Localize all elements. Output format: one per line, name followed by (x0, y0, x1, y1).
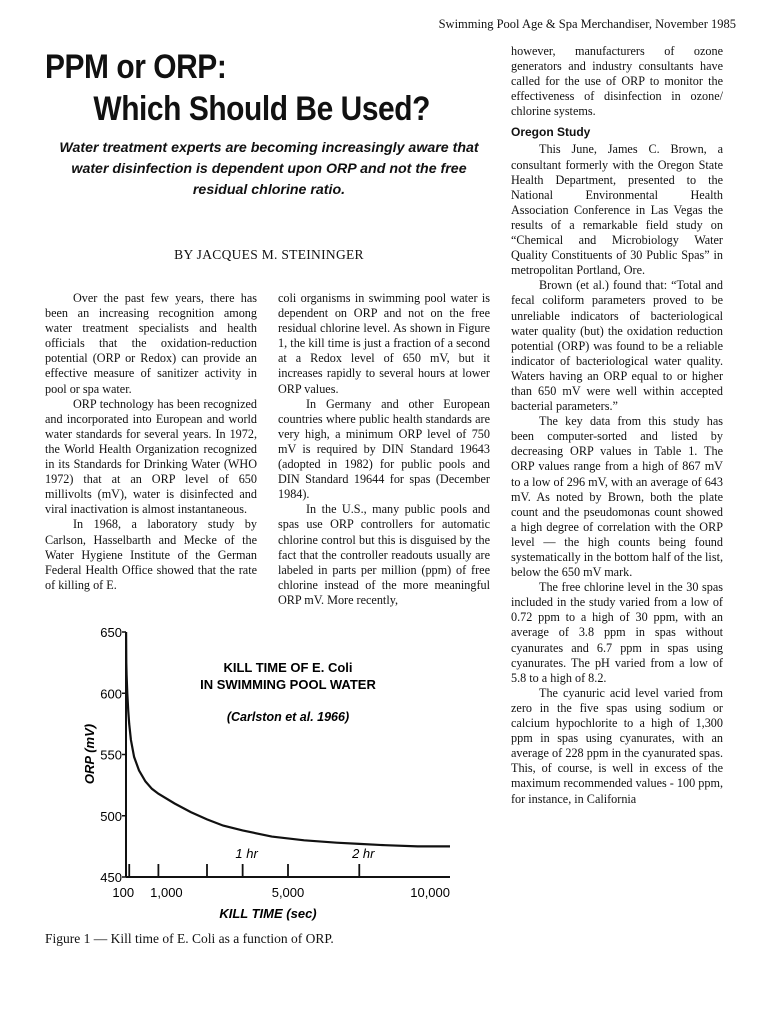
article-title (45, 46, 430, 130)
y-axis-label: ORP (mV) (82, 723, 97, 785)
y-tick-label: 550 (100, 747, 122, 763)
y-tick-label: 600 (100, 686, 122, 702)
x-tick-label: 5,000 (271, 885, 305, 900)
x-tick-label: 1,000 (150, 885, 183, 900)
x-tick-label: 10,000 (410, 885, 450, 900)
y-tick-label: 450 (100, 870, 122, 885)
byline: BY JACQUES M. STEININGER (174, 247, 364, 262)
paragraph: however, manufacturers of ozone generators and industry consultants have called for the use of ORP to monitor the effectiveness of disinfection in ozone/ chlorine systems. (511, 44, 723, 119)
chart-subtitle: IN SWIMMING POOL WATER (200, 677, 376, 692)
x-tick-label: 100 (112, 885, 135, 900)
publication-header: Swimming Pool Age & Spa Merchandiser, November 1985 (438, 17, 736, 31)
chart-annotation: (Carlston et al. 1966) (226, 710, 350, 724)
article-deck: Water treatment experts are becoming increasingly aware that water disinfection is dependent upon ORP and not the free residual chlorine ratio. (59, 140, 479, 198)
title-line-2: Which Should Be Used? (93, 90, 430, 128)
paragraph: ORP technology has been recognized and incorporated into European and world water standards for several years. In 1972, the World Health Organization recognized in its Standards for Drinking Water (WHO 1972) that at an ORP level of 650 millivolts (mV), water is disinfected and viral inactivation is almost instantaneous. (45, 396, 257, 517)
chart-title: KILL TIME OF E. Coli (223, 660, 353, 675)
paragraph: Brown (et al.) found that: “Total and fecal coliform parameters proved to be unreliable indicators of bacteriological water quality (but) the oxidation reduction potential (ORP) was found to be a reliable indicator of bacteriological water quality. Waters having an ORP equal to or higher than 650 mV were well within accepted bacterial parameters.” (511, 278, 723, 414)
figure-caption: Figure 1 — Kill time of E. Coli as a function of ORP. (45, 931, 334, 946)
paragraph: In the U.S., many public pools and spas use ORP controllers for automatic chlorine control but this is disguised by the fact that the controller readouts usually are labeled in parts per million (ppm) of free chlorine instead of the more meaningful ORP mV. More recently, (278, 502, 490, 607)
y-tick-label: 650 (100, 625, 122, 640)
x-axis-label: KILL TIME (sec) (219, 906, 317, 921)
kill-time-chart (70, 618, 465, 924)
paragraph: coli organisms in swimming pool water is dependent on ORP and not on the free residual chlorine level. As shown in Figure 1, the kill time is just a fraction of a second at a Redox level of 650 mV, but it increases rapidly to several hours at lower ORP values. (278, 291, 490, 396)
y-tick-label: 500 (100, 808, 122, 824)
column-2 (278, 291, 490, 608)
paragraph: This June, James C. Brown, a consultant formerly with the Oregon State Health Department, presented to the National Environmental Health Association Conference in Las Vegas the results of a remarkable field study on “Chemical and Microbiology Water Quality Constituents of 30 Public Spas” in metropolitan Portland, Ore. (511, 142, 723, 278)
paragraph: In Germany and other European countries where public health standards are very high, a minimum ORP level of 750 mV is required by DIN Standard 19643 (adopted in 1982) for public pools and DIN Standard 19644 for spas (December 1984). (278, 396, 490, 502)
column-3 (511, 44, 723, 807)
paragraph: The cyanuric acid level varied from zero in the five spas using sodium or calcium hypochlorite to a high of 1,300 ppm in spas using cyanurates, with an average of 228 ppm in the cyanurated spas. This, of course, is well in excess of the maximum recommended values - 100 ppm, for instance, in California (511, 685, 723, 806)
column-1 (45, 291, 257, 593)
paragraph: The free chlorine level in the 30 spas included in the study varied from a low of 0.72 ppm to a high of 30 ppm, with an average of 3.8 ppm in spas without cyanurates and 6.7 ppm in spas using cyanurates. The pH varied from a low of 5.8 to a high of 8.2. (511, 580, 723, 685)
paragraph: In 1968, a laboratory study by Carlson, Hasselbarth and Mecke of the Water Hygiene Institute of the German Federal Health Office showed that the rate of killing of E. (45, 517, 257, 592)
section-heading: Oregon Study (511, 125, 591, 140)
time-mark-label: 2 hr (352, 846, 375, 861)
paragraph: The key data from this study has been computer-sorted and listed by decreasing ORP values in Table 1. The ORP values range from a high of 867 mV to a low of 296 mV, with an average of 643 mV. As noted by Brown, both the plate count and the pseudomonas count showed a high degree of correlation with the ORP level — the high counts being found systematically in the bottom half of the list, below the 650 mV mark. (511, 414, 723, 580)
time-mark-label: 1 hr (235, 846, 258, 861)
paragraph: Over the past few years, there has been an increasing recognition among water treatment specialists and health officials that the oxidation-reduction potential (ORP or Redox) can provide an effective measure of sanitizer activity in pool or spa water. (45, 291, 257, 396)
title-line-1: PPM or ORP: (45, 48, 227, 86)
